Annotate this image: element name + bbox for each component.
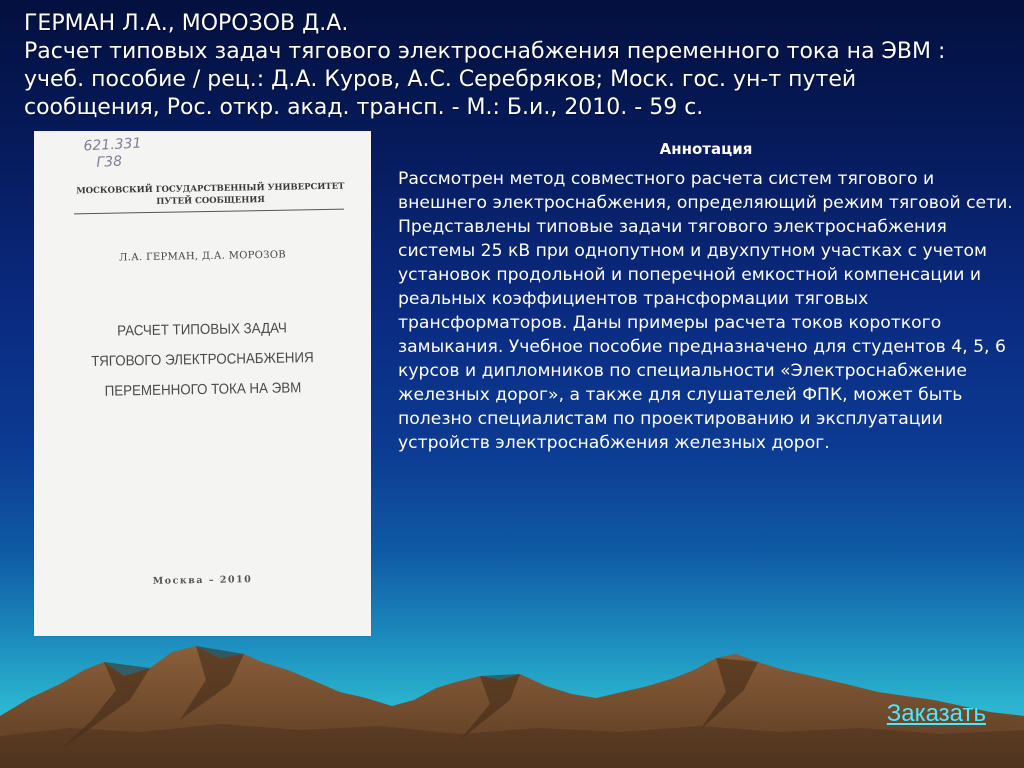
book-citation-line-3: сообщения, Рос. откр. акад. трансп. - М.: Б.и., 2010. - 59 с.: [24, 95, 704, 120]
mountain-range-decoration: [0, 640, 1024, 768]
cover-title: [56, 312, 349, 407]
book-cover-image: [34, 131, 371, 636]
book-citation-line-2: учеб. пособие / рец.: Д.А. Куров, А.С. Серебряков; Моск. гос. ун-т путей: [24, 67, 857, 92]
cover-shelfmark-class: 621.331: [83, 135, 142, 155]
cover-authors: Л.А. ГЕРМАН, Д.А. МОРОЗОВ: [118, 249, 287, 264]
book-citation-line-1: Расчет типовых задач тягового электроснабжения переменного тока на ЭВМ :: [24, 39, 946, 64]
cover-title-line-3: ПЕРЕМЕННОГО ТОКА НА ЭВМ: [104, 380, 302, 400]
slide-title: [24, 10, 1004, 122]
cover-divider: [74, 209, 344, 215]
cover-title-line-2: ТЯГОВОГО ЭЛЕКТРОСНАБЖЕНИЯ: [91, 350, 314, 370]
cover-title-line-1: РАСЧЕТ ТИПОВЫХ ЗАДАЧ: [117, 320, 287, 340]
annotation-text: Рассмотрен метод совместного расчета систем тягового и внешнего электроснабжения, определяющий режим тяговой сети. Представлены типовые задачи тягового электроснабжения системы 25 кВ при однопутном и двухпутном участках с учетом установок продольной и поперечной емкостной компенсации и реальных коэффициентов трансформации тяговых трансформаторов. Даны примеры расчета токов короткого замыкания. Учебное пособие предназначено для студентов 4, 5, 6 курсов и дипломников по специальности «Электроснабжение железных дорог», а также для слушателей ФПК, может быть полезно специалистам по проектированию и эксплуатации устройств электроснабжения железных дорог.: [398, 169, 1013, 453]
cover-university: [64, 180, 357, 209]
cover-university-line-1: МОСКОВСКИЙ ГОСУДАРСТВЕННЫЙ УНИВЕРСИТЕТ: [76, 181, 345, 197]
annotation-heading: Аннотация: [659, 140, 753, 158]
order-link[interactable]: Заказать: [886, 700, 986, 727]
book-authors: ГЕРМАН Л.А., МОРОЗОВ Д.А.: [24, 11, 349, 36]
cover-university-line-2: ПУТЕЙ СООБЩЕНИЯ: [156, 195, 265, 207]
cover-shelfmark: [83, 136, 143, 173]
cover-place-year: Москва – 2010: [152, 574, 253, 587]
cover-shelfmark-author-code: Г38: [96, 153, 123, 171]
